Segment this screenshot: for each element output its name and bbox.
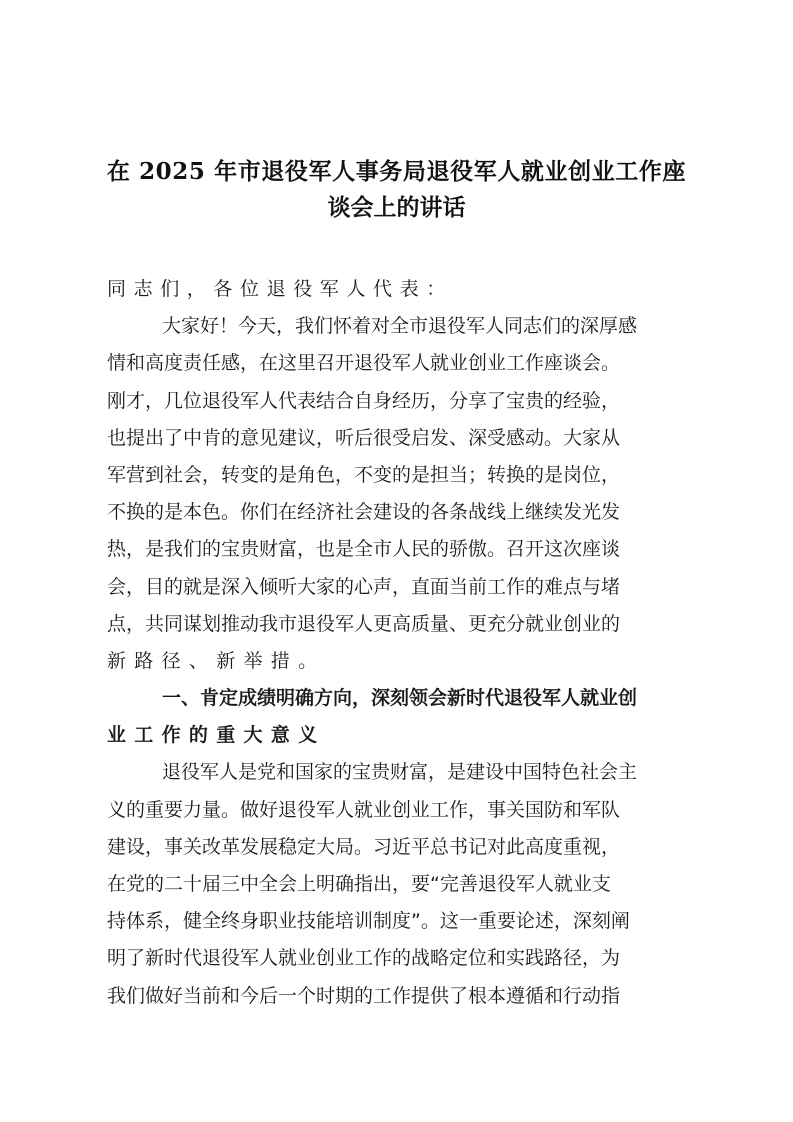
document-body bbox=[107, 271, 689, 1015]
paragraph-1-line: 热，是我们的宝贵财富，也是全市人民的骄傲。召开这次座谈 bbox=[107, 538, 621, 561]
paragraph-2-line: 我们做好当前和今后一个时期的工作提供了根本遵循和行动指 bbox=[107, 984, 621, 1007]
paragraph-1-line: 军营到社会，转变的是角色，不变的是担当；转换的是岗位， bbox=[107, 463, 621, 486]
paragraph-1-line: 不换的是本色。你们在经济社会建设的各条战线上继续发光发 bbox=[107, 501, 621, 524]
section-1-heading-line: 业工作的重大意义 bbox=[107, 724, 326, 747]
paragraph-1-line: 新路径、新举措。 bbox=[107, 649, 326, 672]
salutation: 同志们，各位退役军人代表： bbox=[107, 278, 453, 300]
paragraph-1-line: 也提出了中肯的意见建议，听后很受启发、深受感动。大家从 bbox=[107, 426, 621, 449]
document-title-line-1: 在 2025 年市退役军人事务局退役军人就业创业工作座 bbox=[106, 158, 687, 185]
paragraph-2-line: 在党的二十届三中全会上明确指出，要“完善退役军人就业支 bbox=[107, 873, 611, 895]
document-title-line-2: 谈会上的讲话 bbox=[327, 194, 466, 221]
paragraph-1-line: 大家好！今天，我们怀着对全市退役军人同志们的深厚感 bbox=[162, 315, 638, 338]
paragraph-1-line: 会，目的就是深入倾听大家的心声，直面当前工作的难点与堵 bbox=[107, 575, 621, 598]
paragraph-1-line: 点，共同谋划推动我市退役军人更高质量、更充分就业创业的 bbox=[107, 612, 621, 635]
paragraph-2-line: 义的重要力量。做好退役军人就业创业工作，事关国防和军队 bbox=[107, 798, 621, 821]
paragraph-2-line: 建设，事关改革发展稳定大局。习近平总书记对此高度重视， bbox=[107, 835, 621, 858]
paragraph-2-line: 持体系，健全终身职业技能培训制度”。这一重要论述，深刻阐 bbox=[107, 910, 630, 933]
paragraph-1-line: 情和高度责任感，在这里召开退役军人就业创业工作座谈会。 bbox=[107, 352, 621, 375]
paragraph-1-line: 刚才，几位退役军人代表结合自身经历，分享了宝贵的经验， bbox=[107, 389, 621, 412]
paragraph-2-line: 明了新时代退役军人就业创业工作的战略定位和实践路径，为 bbox=[107, 947, 621, 970]
section-1-heading-line: 一、肯定成绩明确方向，深刻领会新时代退役军人就业创 bbox=[162, 687, 638, 710]
paragraph-2-line: 退役军人是党和国家的宝贵财富，是建设中国特色社会主 bbox=[162, 761, 638, 784]
